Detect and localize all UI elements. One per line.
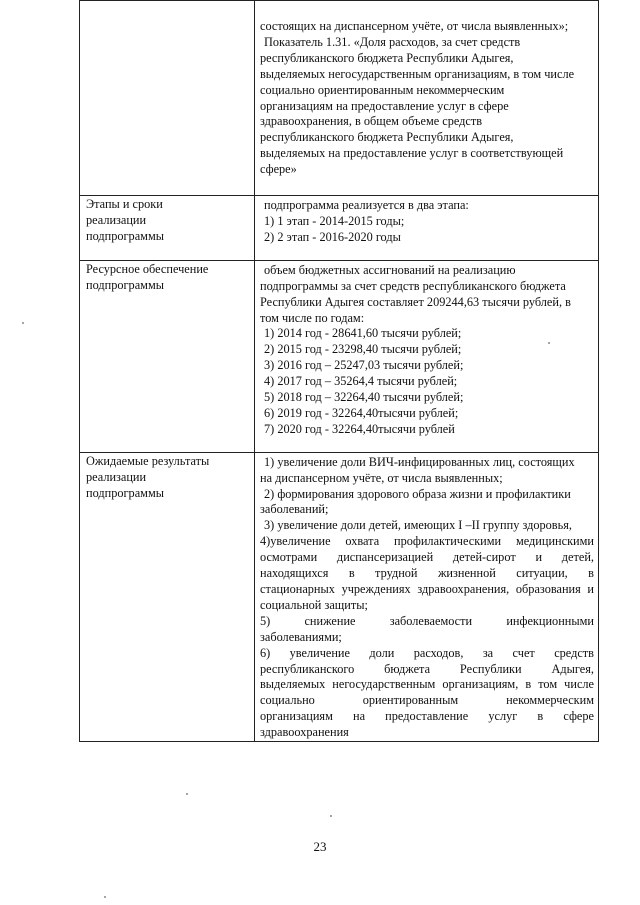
text-line: выделяемых на предоставление услуг в соответствующей [260, 146, 564, 161]
text-line: Показатель 1.31. «Доля расходов, за счет средств [264, 34, 521, 49]
results-label-cell [80, 452, 255, 741]
scan-speck [104, 896, 106, 898]
table-row [80, 196, 599, 261]
text-line: на диспансерном учёте, от числа выявленных; [260, 470, 503, 485]
text-line: 4) 2017 год – 35264,4 тысячи рублей; [264, 374, 458, 389]
label-line: реализации [86, 469, 147, 484]
subprogram-passport-table [79, 0, 599, 742]
text-line: осмотрами диспансеризацией детей-сирот и детей, [260, 550, 594, 565]
resources-value-cell [255, 260, 599, 452]
results-value-cell [255, 452, 599, 741]
scan-speck [186, 793, 188, 795]
label-line: подпрограммы [86, 485, 164, 500]
text-line: организациям на предоставление услуг в сфере [260, 98, 509, 113]
text-line: Республики Адыгея составляет 209244,63 тысячи рублей, в [260, 294, 571, 309]
row1-label-cell [80, 1, 255, 196]
text-line: 1) увеличение доли ВИЧ-инфицированных лиц, состоящих [264, 454, 575, 469]
text-line: 5) снижение заболеваемости инфекционными [260, 613, 594, 628]
text-line: 2) 2015 год - 23298,40 тысячи рублей; [264, 342, 462, 357]
scan-speck [330, 815, 332, 817]
text-line: том числе по годам: [260, 310, 365, 325]
text-line: заболеваний; [260, 502, 329, 517]
text-line: стационарных учреждениях здравоохранения, образования и [260, 582, 594, 596]
stages-value-cell [255, 196, 599, 261]
text-line: здравоохранения [260, 725, 349, 740]
text-line: республиканского бюджета Республики Адыгея, [260, 50, 514, 65]
text-line: республиканского бюджета Республики Адыгея, [260, 661, 594, 676]
table-row [80, 260, 599, 452]
text-line: 7) 2020 год - 32264,40тысячи рублей [264, 421, 455, 436]
text-line: состоящих на диспансерном учёте, от числа выявленных»; [260, 19, 569, 33]
text-line: 1) 2014 год - 28641,60 тысячи рублей; [264, 326, 462, 341]
text-line: социально ориентированным некоммерческим [260, 693, 594, 708]
page-number: 23 [313, 839, 327, 854]
text-line: подпрограмма реализуется в два этапа: [264, 198, 469, 213]
text-line: 2) формирования здорового образа жизни и профилактики [264, 486, 571, 501]
scan-speck [548, 342, 550, 344]
table-row [80, 452, 599, 741]
text-line: заболеваниями; [260, 629, 342, 644]
text-line: выделяемых негосударственным организациям, в том числе [260, 677, 594, 692]
label-line: Ожидаемые результаты [86, 453, 210, 468]
text-line: 6) 2019 год - 32264,40тысячи рублей; [264, 405, 459, 420]
row1-value-cell [255, 1, 599, 196]
text-line: находящихся в трудной жизненной ситуации, в [260, 566, 594, 581]
text-line: социальной защиты; [260, 597, 368, 612]
text-line: объем бюджетных ассигнований на реализацию [264, 262, 516, 277]
text-line: 1) 1 этап - 2014-2015 годы; [264, 213, 405, 228]
stages-label-cell [80, 196, 255, 261]
scan-speck [22, 322, 24, 324]
text-line: 3) увеличение доли детей, имеющих I –II группу здоровья, [264, 518, 572, 533]
text-line: 6) увеличение доли расходов, за счет средств [260, 645, 594, 660]
text-line: подпрограммы за счет средств республиканского бюджета [260, 278, 566, 293]
text-line: республиканского бюджета Республики Адыгея, [260, 130, 514, 145]
text-line: организациям на предоставление услуг в сфере [260, 709, 594, 724]
text-line: 2) 2 этап - 2016-2020 годы [264, 229, 401, 244]
label-line: Этапы и сроки [86, 197, 163, 212]
label-line: подпрограммы [86, 228, 164, 243]
table-row [80, 1, 599, 196]
text-line: 3) 2016 год – 25247,03 тысячи рублей; [264, 358, 464, 373]
text-line: 5) 2018 год – 32264,40 тысячи рублей; [264, 390, 464, 405]
text-line: 4)увеличение охвата профилактическими медицинскими [260, 534, 594, 549]
text-line: социально ориентированным некоммерческим [260, 82, 505, 97]
label-line: подпрограммы [86, 277, 164, 292]
resources-label-cell [80, 260, 255, 452]
label-line: реализации [86, 212, 147, 227]
text-line: здравоохранения, в общем объеме средств [260, 114, 483, 129]
text-line: сфере» [260, 162, 297, 177]
text-line: выделяемых негосударственным организациям, в том числе [260, 66, 575, 81]
label-line: Ресурсное обеспечение [86, 261, 209, 276]
